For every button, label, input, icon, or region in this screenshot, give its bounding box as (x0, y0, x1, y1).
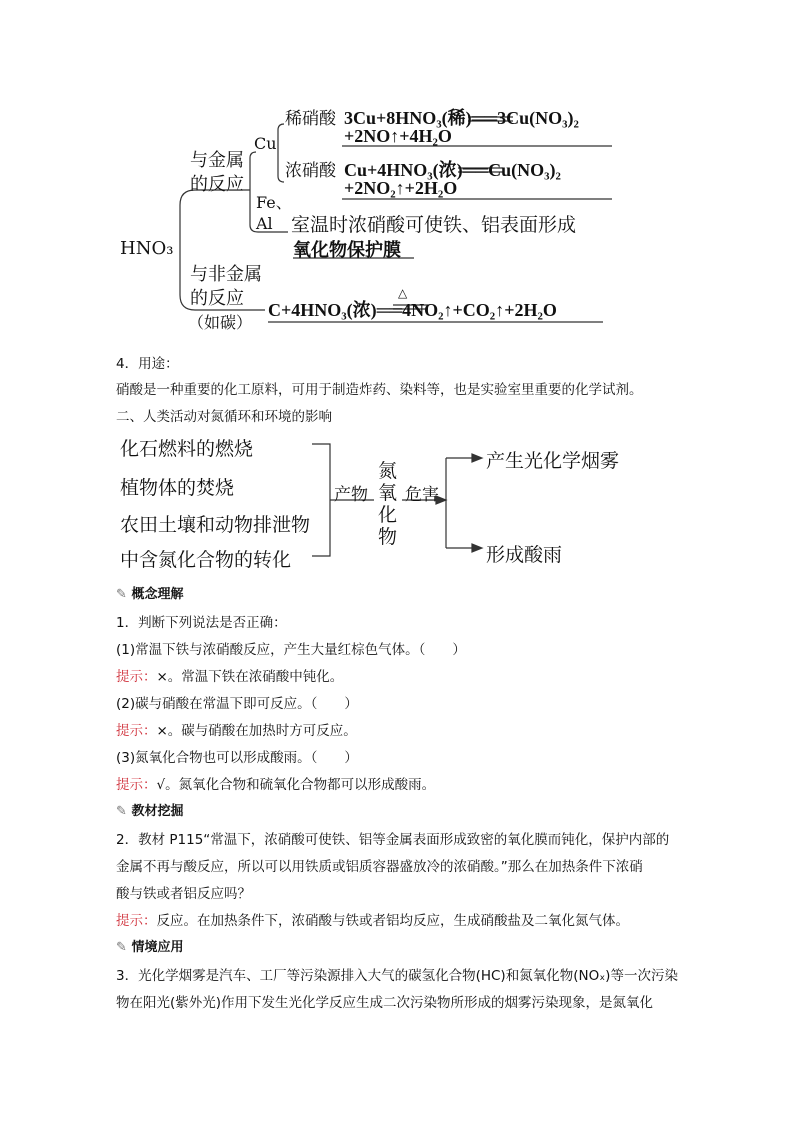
section4-text: 硝酸是一种重要的化工原料，可用于制造炸药、染料等，也是实验室里重要的化学试剂。 (116, 382, 643, 398)
concept-q3: (3)氮氧化合物也可以形成酸雨。（ ） (116, 750, 358, 766)
nonmetal-example-label: （如碳） (188, 313, 253, 332)
nonmetal-reaction-label-2: 的反应 (190, 288, 244, 309)
textbook-section-header (116, 800, 183, 819)
passivation-text-line2: 氧化物保护膜 (293, 240, 401, 261)
metal-reaction-label-2: 的反应 (190, 174, 244, 195)
dilute-equation-line2: +2NO↑+4H₂O (344, 126, 452, 146)
nox-char-3: 化 (378, 504, 398, 526)
al-label: Al (256, 214, 273, 233)
section2-title: 二、人类活动对氮循环和环境的影响 (116, 409, 332, 425)
hno3-root-label: HNO₃ (120, 238, 174, 259)
scenario-line2: 物在阳光(紫外光)作用下发生光化学反应生成二次污染物所形成的烟雾污染现象，是氮氧化 (116, 995, 654, 1011)
scenario-line1: 3．光化学烟雾是汽车、工厂等污染源排入大气的碳氢化合物(HC)和氮氧化物(NOₓ)等一次污染 (116, 968, 678, 984)
product-label: 产物 (334, 485, 368, 505)
hint-label: 提示： (116, 669, 157, 685)
hint-text: √。氮氧化合物和硫氧化合物都可以形成酸雨。 (156, 777, 436, 793)
dilute-nitric-label: 稀硝酸 (285, 109, 336, 129)
source-nitrogen-compound: 中含氮化合物的转化 (120, 549, 292, 571)
hint-label: 提示： (116, 913, 157, 929)
concept-q1: (1)常温下铁与浓硝酸反应，产生大量红棕色气体。（ ） (116, 642, 466, 658)
conc-equation-line1: Cu+4HNO₃(浓)══Cu(NO₃)₂ (344, 160, 561, 180)
source-fossil-fuel: 化石燃料的燃烧 (120, 438, 254, 460)
fe-label: Fe、 (256, 193, 292, 212)
metal-reaction-label-1: 与金属 (190, 150, 244, 171)
textbook-q-line2: 金属不再与酸反应，所以可以用铁质或铝质容器盛放冷的浓硝酸。”那么在加热条件下浓硝 (116, 859, 643, 875)
hint-label: 提示： (116, 723, 157, 739)
pin-icon: ✎ (116, 940, 127, 955)
concept-section-header (116, 583, 183, 602)
textbook-q-line3: 酸与铁或者铝反应吗？ (116, 886, 251, 902)
concept-hint3 (116, 773, 435, 793)
concept-title: 概念理解 (131, 587, 184, 602)
heat-symbol: △ (398, 286, 408, 300)
nox-char-1: 氮 (378, 460, 398, 482)
concept-intro: 1．判断下列说法是否正确： (116, 615, 287, 631)
nox-char-4: 物 (378, 526, 398, 548)
pin-icon: ✎ (116, 587, 127, 602)
concept-hint1 (116, 665, 343, 685)
textbook-q-line1: 2．教材 P115“常温下，浓硝酸可使铁、铝等金属表面形成致密的氧化膜而钝化，保护内部的 (116, 832, 670, 848)
dilute-equation-line1: 3Cu+8HNO₃(稀)══3Cu(NO₃)₂ (344, 108, 579, 128)
carbon-equation: C+4HNO₃(浓)══4NO₂↑+CO₂↑+2H₂O (268, 300, 557, 320)
textbook-hint (116, 909, 629, 929)
scenario-section-header (116, 936, 183, 955)
hint-text: ×。常温下铁在浓硝酸中钝化。 (156, 669, 344, 685)
conc-nitric-label: 浓硝酸 (285, 161, 336, 181)
cu-label: Cu (254, 134, 277, 153)
hint-text: ×。碳与硝酸在加热时方可反应。 (156, 723, 357, 739)
pin-icon: ✎ (116, 804, 127, 819)
scenario-title: 情境应用 (131, 940, 184, 955)
harm-label: 危害 (405, 485, 439, 505)
nonmetal-reaction-label-1: 与非金属 (190, 264, 262, 285)
effect-smog: 产生光化学烟雾 (486, 450, 620, 472)
concept-q2: (2)碳与硝酸在常温下即可反应。（ ） (116, 696, 358, 712)
conc-equation-line2: +2NO₂↑+2H₂O (344, 178, 458, 198)
concept-hint2 (116, 719, 357, 739)
hint-label: 提示： (116, 777, 157, 793)
textbook-title: 教材挖掘 (131, 804, 184, 819)
section4-title: 4．用途： (116, 356, 179, 372)
effect-acid-rain: 形成酸雨 (486, 544, 563, 566)
nox-char-2: 氧 (378, 482, 398, 504)
passivation-text-line1: 室温时浓硝酸可使铁、铝表面形成 (291, 214, 577, 236)
hint-text: 反应。在加热条件下，浓硝酸与铁或者铝均反应，生成硝酸盐及二氧化氮气体。 (156, 913, 629, 929)
source-plant-burning: 植物体的焚烧 (120, 477, 235, 499)
source-soil-excreta: 农田土壤和动物排泄物 (120, 514, 311, 536)
